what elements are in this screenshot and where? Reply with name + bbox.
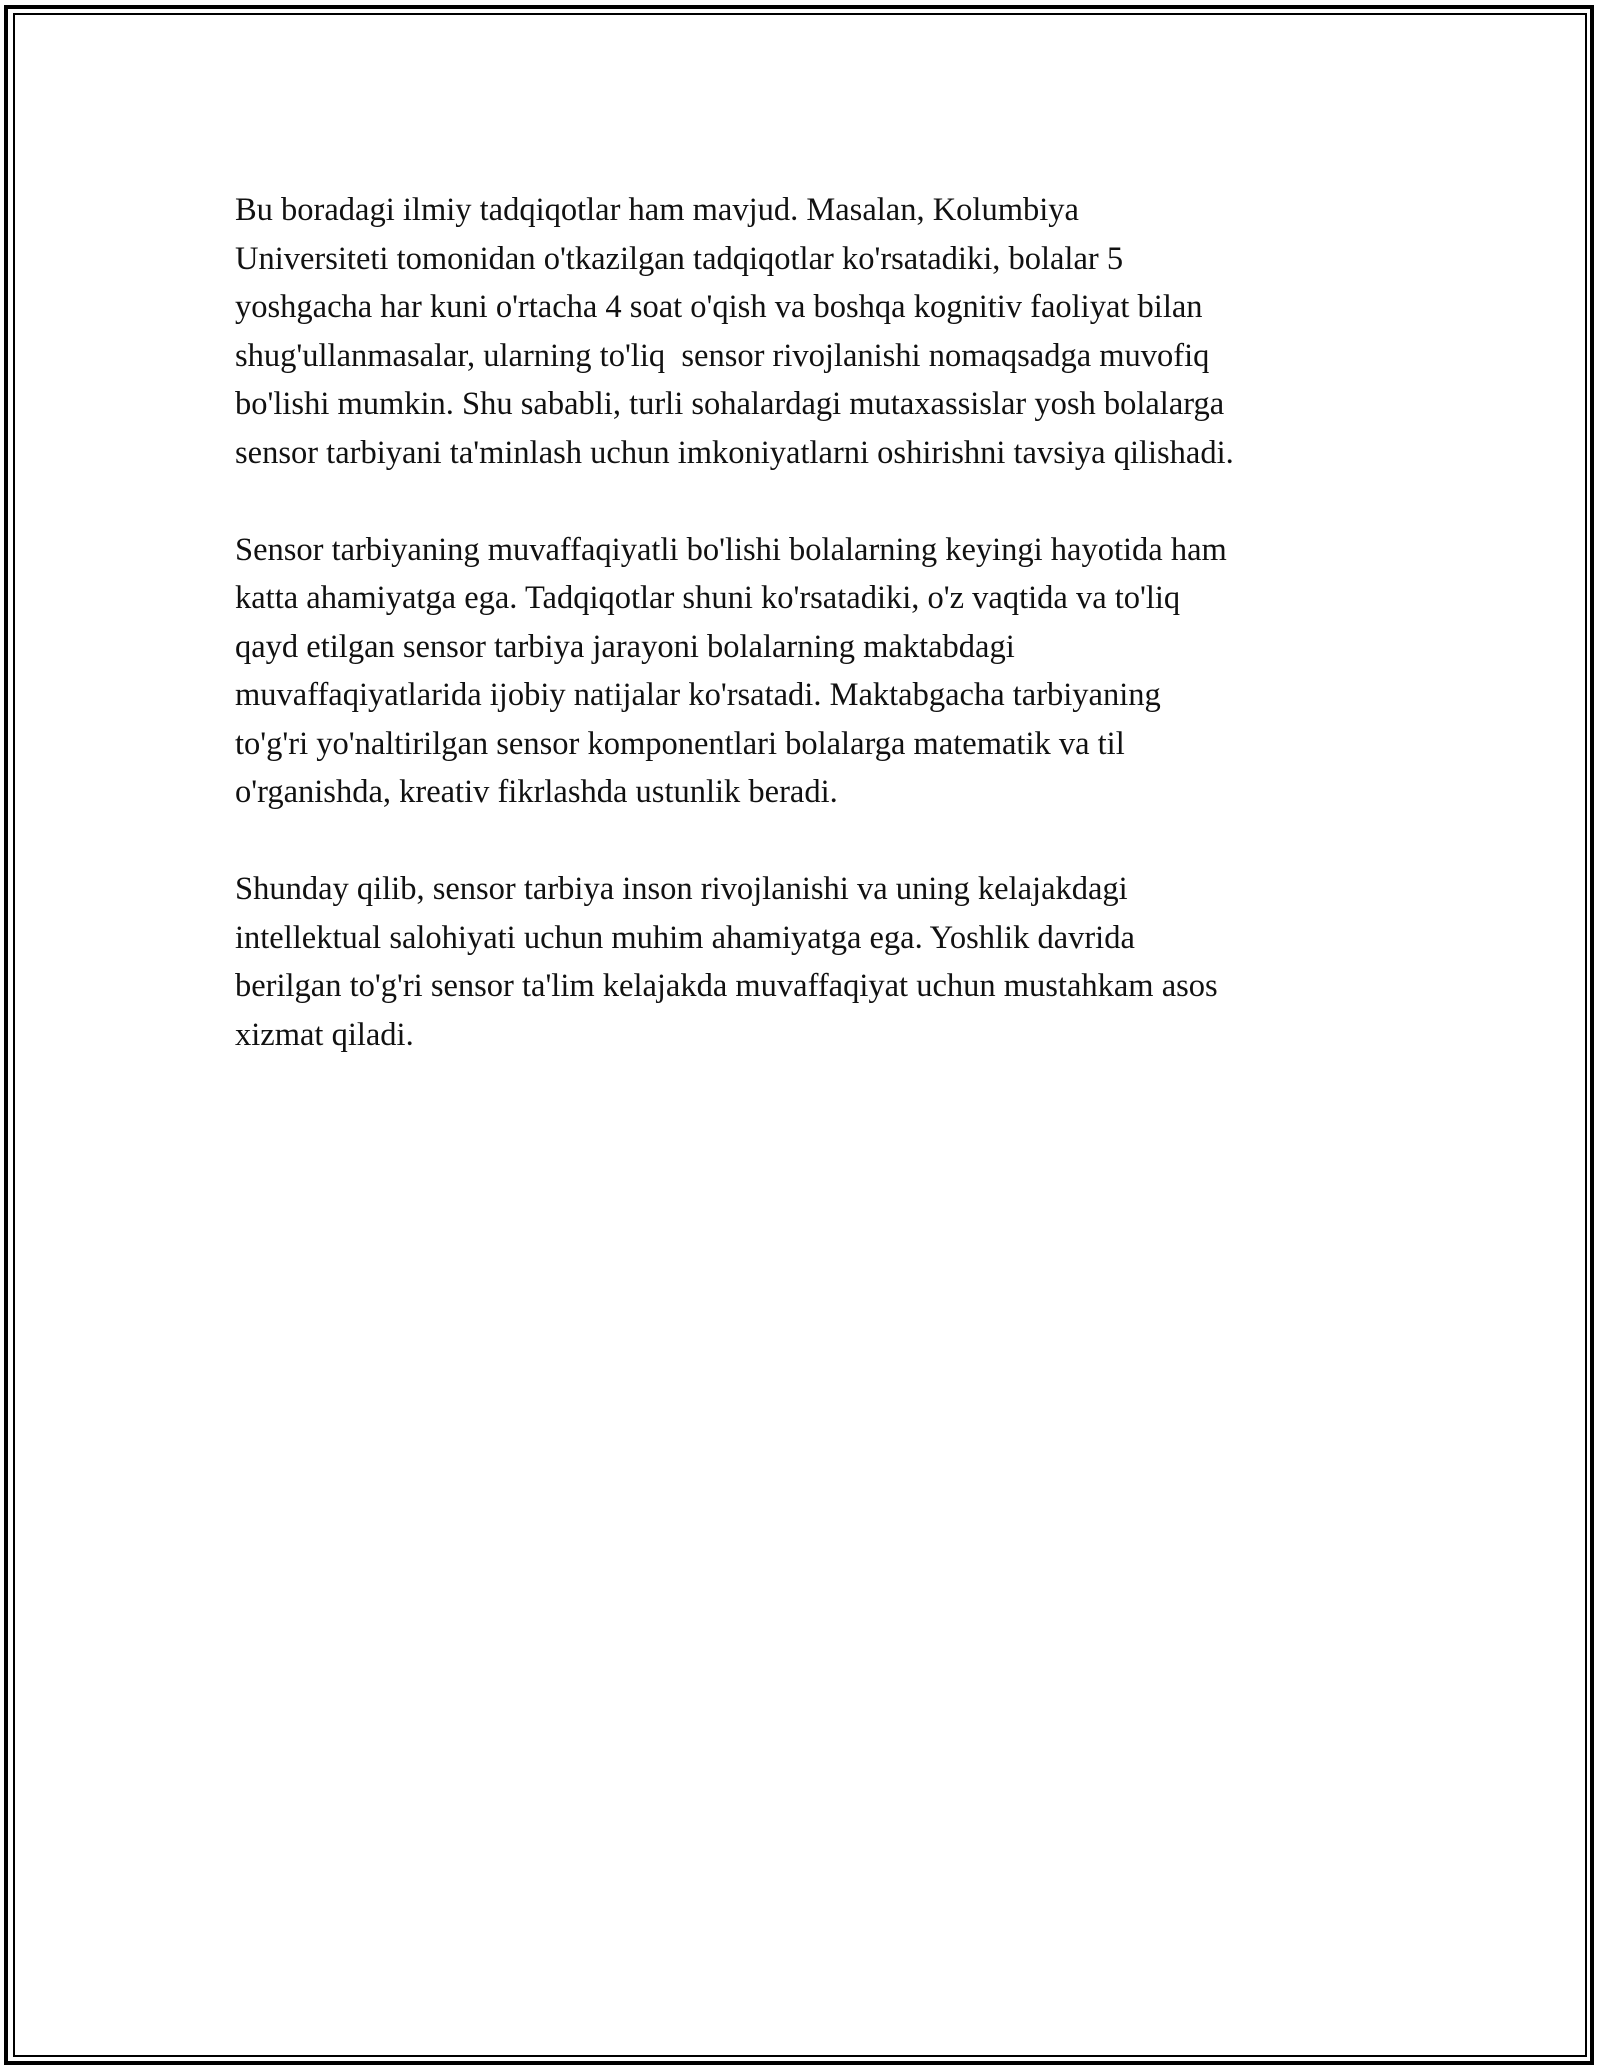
document-body bbox=[235, 186, 1395, 1108]
paragraph-3: Shunday qilib, sensor tarbiya inson rivojlanishi va uning kelajakdagi intellektual salohiyati uchun muhim ahamiyatga ega. Yoshlik davrida berilgan to'g'ri sensor ta'lim kelajakda muvaffaqiyat uchun mustahkam asos xizmat qiladi. bbox=[235, 871, 1218, 1053]
paragraph-2: Sensor tarbiyaning muvaffaqiyatli bo'lishi bolalarning keyingi hayotida ham katta ahamiyatga ega. Tadqiqotlar shuni ko'rsatadiki, o'z vaqtida va to'liq qayd etilgan sensor tarbiya jarayoni bolalarning maktabdagi muvaffaqiyatlarida ijobiy natijalar ko'rsatadi. Maktabgacha tarbiyaning to'g'ri yo'naltirilgan sensor komponentlari bolalarga matematik va til o'rganishda, kreativ fikrlashda ustunlik beradi. bbox=[235, 531, 1227, 810]
paragraph-1: Bu boradagi ilmiy tadqiqotlar ham mavjud. Masalan, Kolumbiya Universiteti tomonidan o'tkazilgan tadqiqotlar ko'rsatadiki, bolalar 5 yoshgacha har kuni o'rtacha 4 soat o'qish va boshqa kognitiv faoliyat bilan shug'ullanmasalar, ularning to'liq sensor rivojlanishi nomaqsadga muvofiq bo'lishi mumkin. Shu sababli, turli sohalardagi mutaxassislar yosh bolalarga sensor tarbiyani ta'minlash uchun imkoniyatlarni oshirishni tavsiya qilishadi. bbox=[235, 192, 1234, 471]
